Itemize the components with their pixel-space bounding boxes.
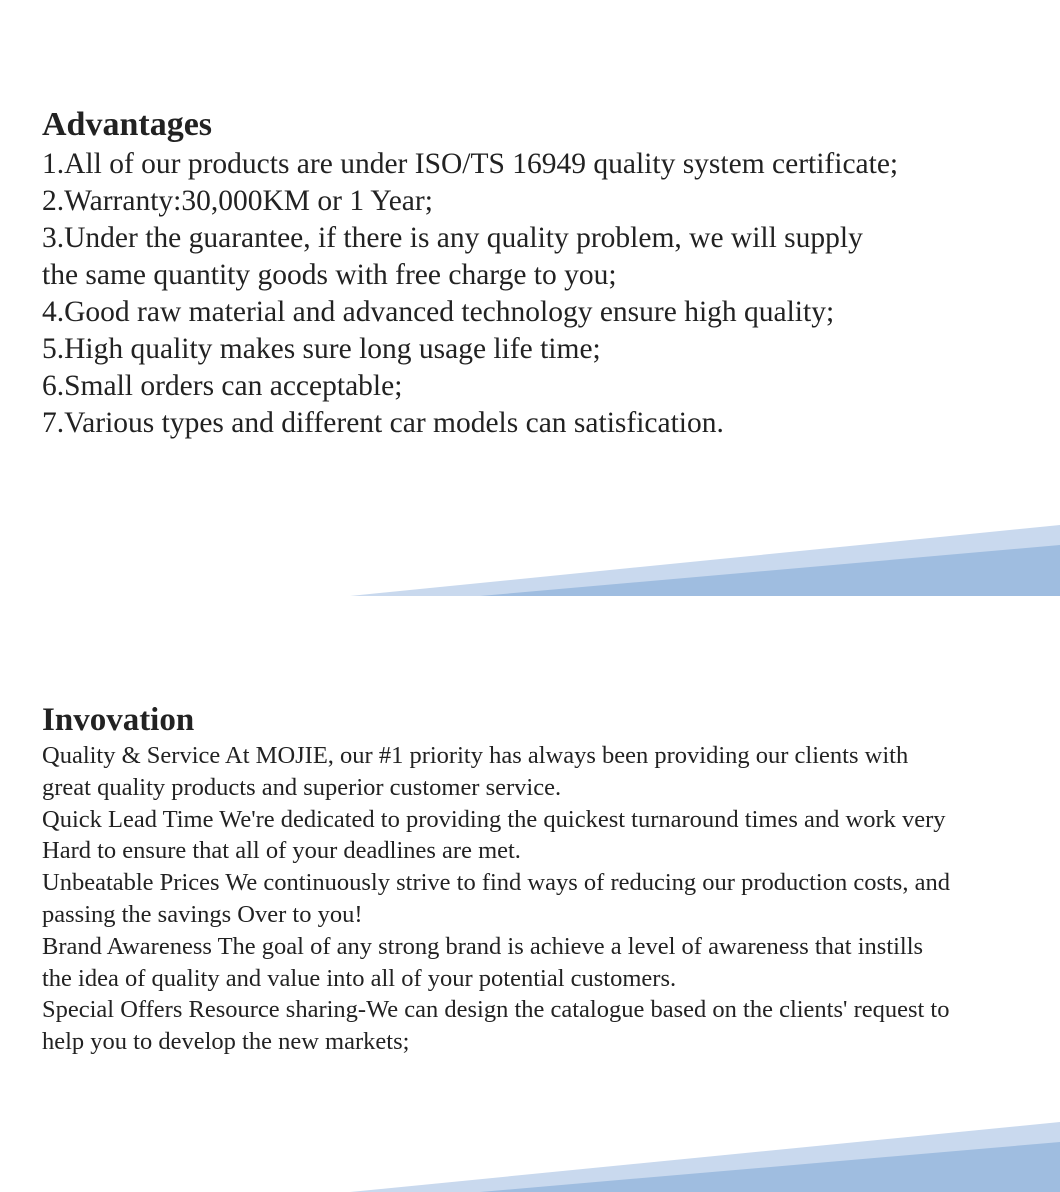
innovation-item-line: passing the savings Over to you!: [42, 900, 363, 928]
innovation-item-line: Brand Awareness The goal of any strong brand is achieve a level of awareness that instills: [42, 932, 924, 960]
advantage-item: [42, 405, 1040, 442]
advantage-item-line: 4.Good raw material and advanced technology ensure high quality;: [42, 296, 835, 328]
innovation-heading: Invovation: [42, 702, 195, 738]
innovation-list: [42, 740, 1040, 1058]
innovation-item-line: Hard to ensure that all of your deadlines are met.: [42, 837, 521, 865]
decorative-wave-divider: [0, 1118, 1060, 1192]
advantage-item-line: the same quantity goods with free charge to you;: [42, 259, 617, 291]
advantage-item-line: 2.Warranty:30,000KM or 1 Year;: [42, 185, 433, 217]
advantage-item: [42, 183, 1040, 220]
advantage-item-line: 1.All of our products are under ISO/TS 16949 quality system certificate;: [42, 148, 899, 180]
innovation-item: [42, 994, 1040, 1058]
advantage-item: [42, 220, 1040, 294]
advantages-list: [42, 146, 1040, 442]
innovation-item-line: Quick Lead Time We're dedicated to providing the quickest turnaround times and work very: [42, 805, 946, 833]
decorative-wave-divider: [0, 520, 1060, 600]
innovation-item-line: help you to develop the new markets;: [42, 1028, 410, 1056]
innovation-item: [42, 867, 1040, 931]
innovation-section: [42, 700, 1040, 1058]
advantage-item-line: 7.Various types and different car models can satisfication.: [42, 407, 724, 439]
advantages-heading: Advantages: [42, 106, 213, 143]
innovation-item: [42, 804, 1040, 868]
advantage-item-line: 6.Small orders can acceptable;: [42, 370, 403, 402]
innovation-item-line: great quality products and superior customer service.: [42, 773, 562, 801]
advantage-item: [42, 368, 1040, 405]
innovation-item-line: Unbeatable Prices We continuously strive to find ways of reducing our production costs, and: [42, 869, 950, 897]
wave-dark-band: [480, 1142, 1060, 1192]
advantage-item-line: 3.Under the guarantee, if there is any quality problem, we will supply: [42, 222, 863, 254]
advantage-item: [42, 146, 1040, 183]
innovation-item-line: Quality & Service At MOJIE, our #1 priority has always been providing our clients with: [42, 742, 909, 769]
innovation-item: [42, 740, 1040, 804]
advantage-item: [42, 294, 1040, 331]
innovation-item-line: the idea of quality and value into all of your potential customers.: [42, 964, 677, 992]
advantage-item: [42, 331, 1040, 368]
innovation-item-line: Special Offers Resource sharing-We can design the catalogue based on the clients' request to: [42, 996, 950, 1024]
innovation-item: [42, 931, 1040, 995]
advantage-item-line: 5.High quality makes sure long usage life time;: [42, 333, 601, 365]
advantages-section: [42, 104, 1040, 442]
